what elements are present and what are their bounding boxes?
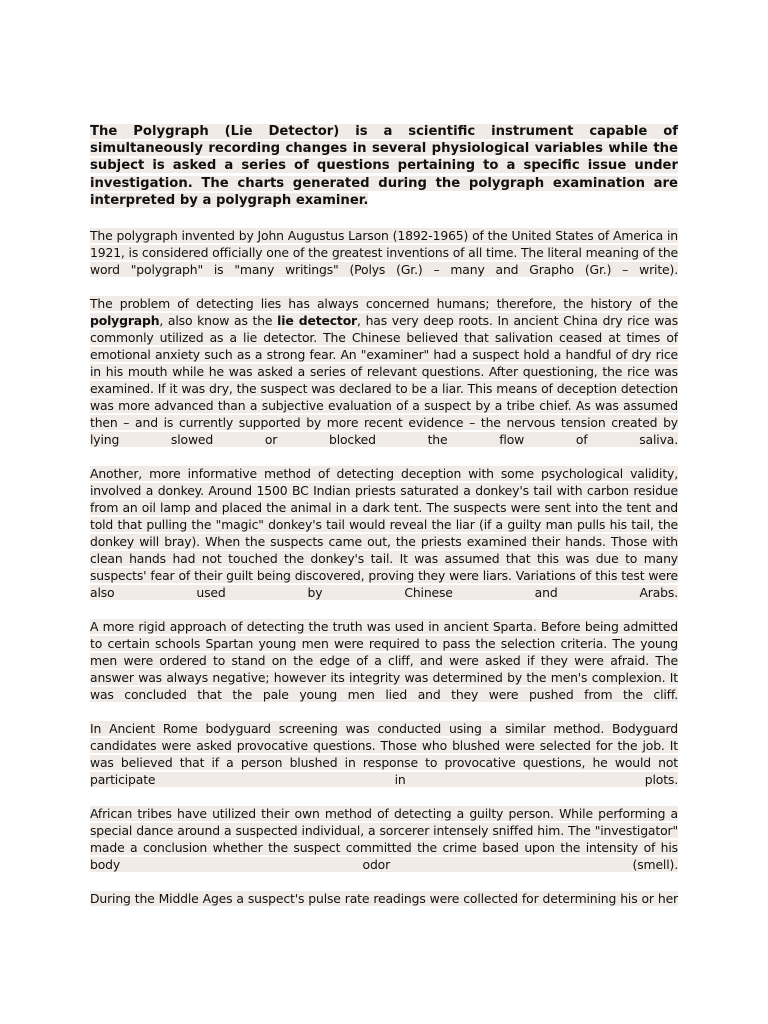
- rome-text: In Ancient Rome bodyguard screening was conducted using a similar method. Bodyguard candidates were asked provocative questions. Those who blushed were selected for the job. It was believed that if a person blushed in response to provocative questions, he would not participate in plots.: [90, 721, 678, 788]
- middle-ages-text: During the Middle Ages a suspect's pulse rate readings were collected for determining his or her: [90, 891, 678, 907]
- history-text: [90, 296, 678, 447]
- donkey-text: Another, more informative method of detecting deception with some psychological validity, involved a donkey. Around 1500 BC Indian priests saturated a donkey's tail with carbon residue from an oil lamp and placed the animal in a dark tent. The suspects were sent into the tent and told that pulling the "magic" donkey's tail would reveal the liar (if a guilty man pulls his tail, the donkey will bray). When the suspects came out, the priests examined their hands. Those with clean hands had not touched the donkey's tail. It was assumed that this was due to many suspects' fear of their guilt being discovered, proving they were liars. Variations of this test were also used by Chinese and Arabs.: [90, 466, 678, 601]
- sparta-paragraph: [90, 618, 678, 703]
- document-body: [90, 123, 678, 924]
- sparta-text: A more rigid approach of detecting the truth was used in ancient Sparta. Before being admitted to certain schools Spartan young men were required to pass the selection criteria. The young men were ordered to stand on the edge of a cliff, and were asked if they were afraid. The answer was always negative; however its integrity was determined by the men's complexion. It was concluded that the pale young men lied and they were pushed from the cliff.: [90, 619, 678, 703]
- history-text-a: The problem of detecting lies has always concerned humans; therefore, the history of the: [90, 296, 678, 312]
- invention-paragraph: [90, 227, 678, 278]
- rome-paragraph: [90, 720, 678, 788]
- lie-detector-term: lie detector: [277, 313, 358, 329]
- history-text-c: , has very deep roots. In ancient China dry rice was commonly utilized as a lie detector. The Chinese believed that salivation ceased at times of emotional anxiety such as a strong fear. An "examiner" had a suspect hold a handful of dry rice in his mouth while he was asked a series of relevant questions. After questioning, the rice was examined. If it was dry, the suspect was declared to be a liar. This means of deception detection was more advanced than a subjective evaluation of a suspect by a tribe chief. As was assumed then – and is currently supported by more recent evidence – the nervous tension created by lying slowed or blocked the flow of saliva.: [90, 313, 679, 448]
- donkey-paragraph: [90, 465, 678, 601]
- history-paragraph: [90, 295, 678, 448]
- middle-ages-paragraph: [90, 890, 678, 907]
- lead-paragraph: [90, 123, 678, 209]
- africa-text: African tribes have utilized their own method of detecting a guilty person. While performing a special dance around a suspected individual, a sorcerer intensely sniffed him. The "investigator" made a conclusion whether the suspect committed the crime based upon the intensity of his body odor (smell).: [90, 806, 678, 873]
- history-text-b: , also know as the: [159, 313, 278, 329]
- africa-paragraph: [90, 805, 678, 873]
- lead-text: The Polygraph (Lie Detector) is a scientific instrument capable of simultaneously recording changes in several physiological variables while the subject is asked a series of questions pertaining to a specific issue under investigation. The charts generated during the polygraph examination are interpreted by a polygraph examiner.: [90, 124, 678, 208]
- invention-text: The polygraph invented by John Augustus Larson (1892-1965) of the United States of America in 1921, is considered officially one of the greatest inventions of all time. The literal meaning of the word "polygraph" is "many writings" (Polys (Gr.) – many and Grapho (Gr.) – write).: [90, 228, 678, 278]
- polygraph-term: polygraph: [90, 313, 160, 329]
